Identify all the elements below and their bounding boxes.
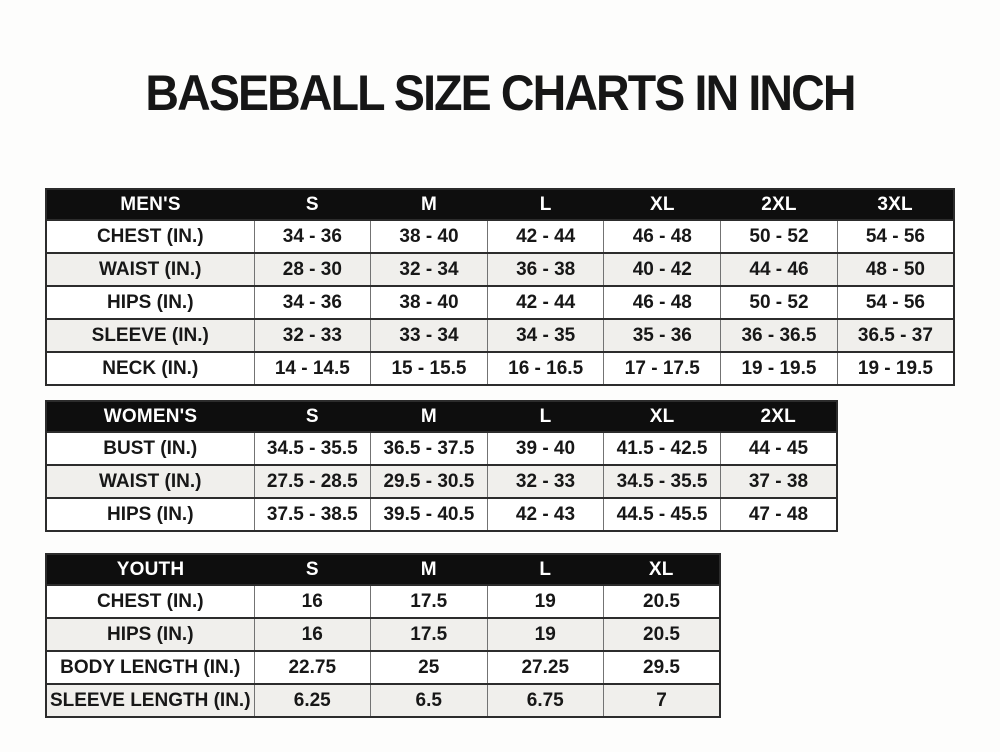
size-column-header: S: [254, 189, 371, 220]
size-value-cell: 37 - 38: [720, 465, 837, 498]
size-value-cell: 46 - 48: [604, 286, 721, 319]
size-value-cell: 7: [604, 684, 721, 717]
size-value-cell: 36 - 38: [487, 253, 604, 286]
size-row-label: WAIST (IN.): [46, 465, 254, 498]
size-value-cell: 34.5 - 35.5: [604, 465, 721, 498]
size-row-label: NECK (IN.): [46, 352, 254, 385]
size-value-cell: 37.5 - 38.5: [254, 498, 371, 531]
size-value-cell: 34.5 - 35.5: [254, 432, 371, 465]
size-row-label: SLEEVE LENGTH (IN.): [46, 684, 254, 717]
size-value-cell: 27.25: [487, 651, 604, 684]
size-value-cell: 41.5 - 42.5: [604, 432, 721, 465]
size-row-label: HIPS (IN.): [46, 618, 254, 651]
size-value-cell: 27.5 - 28.5: [254, 465, 371, 498]
size-value-cell: 46 - 48: [604, 220, 721, 253]
size-value-cell: 32 - 34: [371, 253, 488, 286]
size-value-cell: 40 - 42: [604, 253, 721, 286]
size-table: [45, 188, 955, 386]
size-value-cell: 19 - 19.5: [837, 352, 954, 385]
size-value-cell: 25: [371, 651, 488, 684]
size-column-header: 3XL: [837, 189, 954, 220]
size-value-cell: 50 - 52: [721, 286, 838, 319]
mens-size-table: [45, 188, 955, 386]
table-row: [46, 319, 954, 352]
table-row: [46, 684, 720, 717]
header-row: [46, 554, 720, 585]
size-value-cell: 32 - 33: [254, 319, 371, 352]
size-value-cell: 17.5: [371, 585, 488, 618]
size-table: [45, 553, 721, 718]
header-row: [46, 401, 837, 432]
size-column-header: XL: [604, 401, 721, 432]
size-column-header: L: [487, 189, 604, 220]
size-row-label: BUST (IN.): [46, 432, 254, 465]
youth-size-table: [45, 553, 721, 718]
size-value-cell: 36.5 - 37: [837, 319, 954, 352]
size-value-cell: 39 - 40: [487, 432, 604, 465]
size-value-cell: 6.75: [487, 684, 604, 717]
table-title-cell: WOMEN'S: [46, 401, 254, 432]
size-table: [45, 400, 838, 532]
table-row: [46, 651, 720, 684]
size-column-header: 2XL: [721, 189, 838, 220]
size-value-cell: 34 - 36: [254, 220, 371, 253]
table-row: [46, 220, 954, 253]
size-value-cell: 19 - 19.5: [721, 352, 838, 385]
table-title-cell: MEN'S: [46, 189, 254, 220]
size-value-cell: 44 - 46: [721, 253, 838, 286]
size-value-cell: 48 - 50: [837, 253, 954, 286]
size-value-cell: 54 - 56: [837, 286, 954, 319]
table-row: [46, 253, 954, 286]
size-value-cell: 16: [254, 618, 371, 651]
size-value-cell: 16: [254, 585, 371, 618]
header-row: [46, 189, 954, 220]
size-value-cell: 28 - 30: [254, 253, 371, 286]
size-value-cell: 6.5: [371, 684, 488, 717]
size-value-cell: 34 - 35: [487, 319, 604, 352]
size-value-cell: 44 - 45: [720, 432, 837, 465]
size-value-cell: 17 - 17.5: [604, 352, 721, 385]
size-row-label: CHEST (IN.): [46, 220, 254, 253]
size-column-header: L: [487, 554, 604, 585]
size-value-cell: 17.5: [371, 618, 488, 651]
size-value-cell: 38 - 40: [371, 220, 488, 253]
size-row-label: HIPS (IN.): [46, 286, 254, 319]
table-row: [46, 618, 720, 651]
size-row-label: HIPS (IN.): [46, 498, 254, 531]
size-value-cell: 29.5: [604, 651, 721, 684]
table-row: [46, 352, 954, 385]
size-value-cell: 39.5 - 40.5: [371, 498, 488, 531]
table-row: [46, 286, 954, 319]
table-row: [46, 465, 837, 498]
size-column-header: M: [371, 554, 488, 585]
size-value-cell: 42 - 44: [487, 286, 604, 319]
size-row-label: CHEST (IN.): [46, 585, 254, 618]
size-value-cell: 42 - 43: [487, 498, 604, 531]
size-column-header: S: [254, 554, 371, 585]
size-value-cell: 16 - 16.5: [487, 352, 604, 385]
size-value-cell: 33 - 34: [371, 319, 488, 352]
size-value-cell: 6.25: [254, 684, 371, 717]
size-value-cell: 19: [487, 618, 604, 651]
size-value-cell: 20.5: [604, 585, 721, 618]
table-row: [46, 432, 837, 465]
size-value-cell: 19: [487, 585, 604, 618]
size-value-cell: 20.5: [604, 618, 721, 651]
size-value-cell: 34 - 36: [254, 286, 371, 319]
size-value-cell: 36.5 - 37.5: [371, 432, 488, 465]
size-row-label: BODY LENGTH (IN.): [46, 651, 254, 684]
size-value-cell: 15 - 15.5: [371, 352, 488, 385]
size-value-cell: 50 - 52: [721, 220, 838, 253]
size-column-header: L: [487, 401, 604, 432]
size-column-header: 2XL: [720, 401, 837, 432]
table-row: [46, 498, 837, 531]
size-column-header: M: [371, 401, 488, 432]
table-row: [46, 585, 720, 618]
size-column-header: S: [254, 401, 371, 432]
size-value-cell: 38 - 40: [371, 286, 488, 319]
size-value-cell: 42 - 44: [487, 220, 604, 253]
size-value-cell: 14 - 14.5: [254, 352, 371, 385]
size-value-cell: 22.75: [254, 651, 371, 684]
size-value-cell: 36 - 36.5: [721, 319, 838, 352]
size-row-label: SLEEVE (IN.): [46, 319, 254, 352]
size-value-cell: 44.5 - 45.5: [604, 498, 721, 531]
size-value-cell: 35 - 36: [604, 319, 721, 352]
size-row-label: WAIST (IN.): [46, 253, 254, 286]
size-value-cell: 47 - 48: [720, 498, 837, 531]
size-value-cell: 32 - 33: [487, 465, 604, 498]
size-column-header: XL: [604, 189, 721, 220]
table-title-cell: YOUTH: [46, 554, 254, 585]
size-value-cell: 29.5 - 30.5: [371, 465, 488, 498]
size-value-cell: 54 - 56: [837, 220, 954, 253]
size-column-header: M: [371, 189, 488, 220]
womens-size-table: [45, 400, 838, 532]
size-column-header: XL: [604, 554, 721, 585]
page-title: BASEBALL SIZE CHARTS IN INCH: [145, 65, 855, 121]
